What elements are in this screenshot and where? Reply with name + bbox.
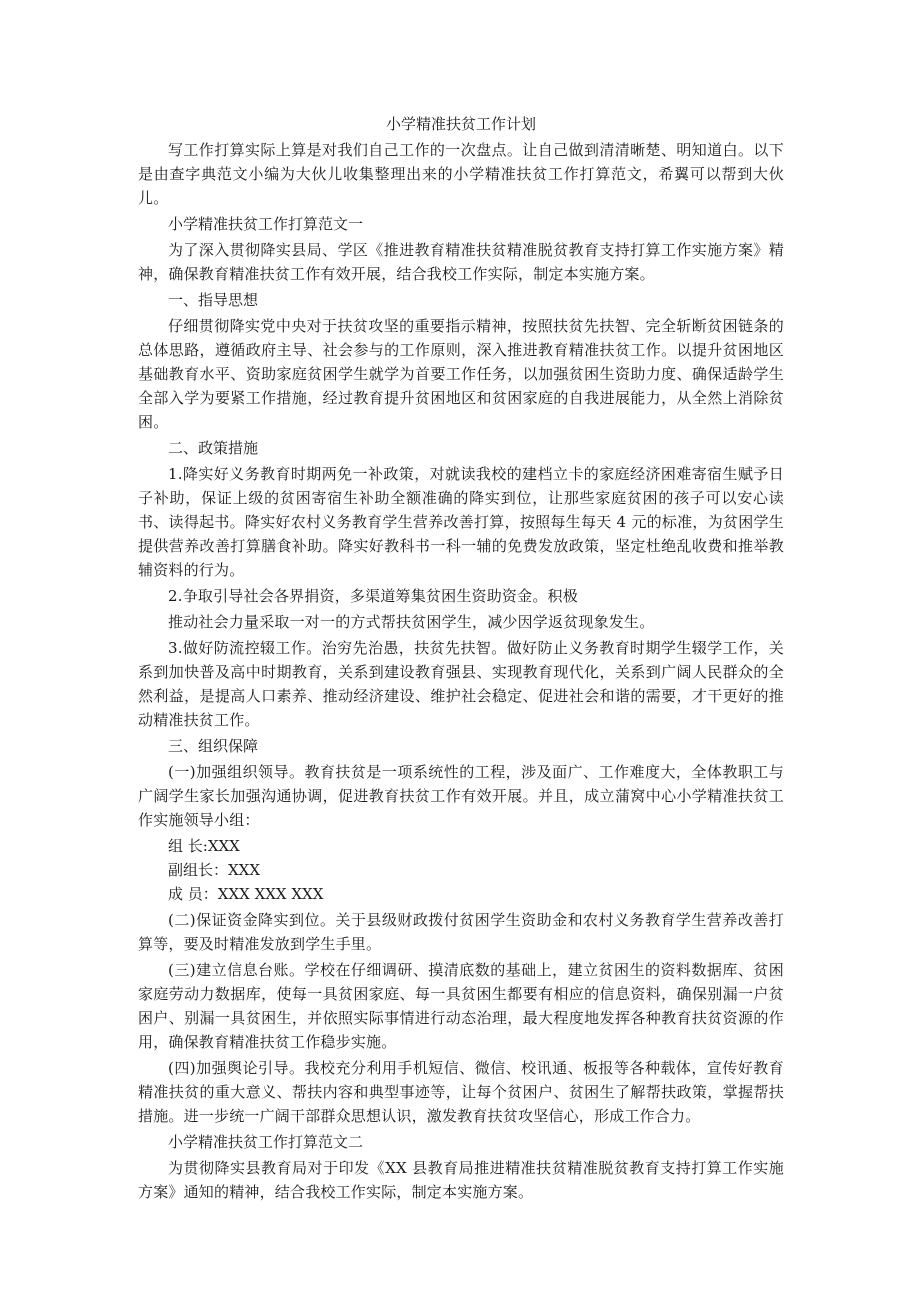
deputy-leader-line: 副组长：XXX <box>168 861 261 879</box>
heading-policy-measures: 二、政策措施 <box>168 439 259 457</box>
heading-guiding-ideology: 一、指导思想 <box>168 291 259 309</box>
paragraph-guiding-ideology: 仔细贯彻降实党中央对于扶贫攻坚的重要指示精神，按照扶贫先扶智、完全斩断贫困链条的总体思路，遵循政府主导、社会参与的工作原则，深入推进教育精准扶贫工作。以提升贫困地区基础教育水平、资助家庭贫困学生就学为首要工作任务，以加强贫困生资助力度、确保适龄学生全部入学为要紧工作措施，经过教育提升贫困地区和贫困家庭的自我进展能力，从全然上消除贫困。 <box>138 317 784 431</box>
paragraph-policy-2-cont: 推动社会力量采取一对一的方式帮扶贫困学生，减少因学返贫现象发生。 <box>168 613 655 631</box>
paragraph-policy-2: 2.争取引导社会各界捐资，多渠道筹集贫困生资助资金。积极 <box>168 587 578 605</box>
paragraph-org-2: (二)保证资金降实到位。关于县级财政拨付贫困学生资助金和农村义务教育学生营养改善打算等，要及时精准发放到学生手里。 <box>138 911 784 953</box>
heading-organization: 三、组织保障 <box>168 737 259 755</box>
paragraph-sample-two: 为贯彻降实县教育局对于印发《XX 县教育局推进精准扶贫精准脱贫教育支持打算工作实施方案》通知的精神，结合我校工作实际，制定本实施方案。 <box>138 1159 784 1201</box>
paragraph-policy-1: 1.降实好义务教育时期两免一补政策，对就读我校的建档立卡的家庭经济困难寄宿生赋予日子补助，保证上级的贫困寄宿生补助全额准确的降实到位，让那些家庭贫困的孩子可以安心读书、读得起书。降实好农村义务教育学生营养改善打算，按照每生每天 4 元的标准，为贫困学生提供营养改善打算膳食补助。降实好教科书一科一辅的免费发放政策，坚定杜绝乱收费和推举教辅资料的行为。 <box>138 465 784 579</box>
paragraph-policy-3: 3.做好防流控辍工作。治穷先治愚，扶贫先扶智。做好防止义务教育时期学生辍学工作，关系到加快普及高中时期教育，关系到建设教育强县、实现教育现代化，关系到广阔人民群众的全然利益，是提高人口素养、推动经济建设、维护社会稳定、促进社会和谐的需要，才干更好的推动精准扶贫工作。 <box>138 639 784 729</box>
members-line: 成 员：XXX XXX XXX <box>168 885 324 903</box>
paragraph-purpose: 为了深入贯彻降实县局、学区《推进教育精准扶贫精准脱贫教育支持打算工作实施方案》精神，确保教育精准扶贫工作有效开展，结合我校工作实际，制定本实施方案。 <box>138 241 784 283</box>
paragraph-org-3: (三)建立信息台账。学校在仔细调研、摸清底数的基础上，建立贫困生的资料数据库、贫困家庭劳动力数据库，使每一具贫困家庭、每一具贫困生都要有相应的信息资料，确保别漏一户贫困户、别漏一具贫困生，并依照实际事情进行动态治理，最大程度地发挥各种教育扶贫资源的作用，确保教育精准扶贫工作稳步实施。 <box>138 961 784 1051</box>
intro-paragraph: 写工作打算实际上算是对我们自己工作的一次盘点。让自己做到清清晰楚、明知道白。以下是由查字典范文小编为大伙儿收集整理出来的小学精准扶贫工作打算范文，希翼可以帮到大伙儿。 <box>138 141 784 207</box>
section-heading-sample-two: 小学精准扶贫工作打算范文二 <box>168 1133 364 1151</box>
paragraph-org-1: (一)加强组织领导。教育扶贫是一项系统性的工程，涉及面广、工作难度大，全体教职工与广阔学生家长加强沟通协调，促进教育扶贫工作有效开展。并且，成立蒲窝中心小学精准扶贫工作实施领导小组： <box>138 763 784 829</box>
paragraph-org-4: (四)加强舆论引导。我校充分利用手机短信、微信、校讯通、板报等各种载体，宣传好教育精准扶贫的重大意义、帮扶内容和典型事迹等，让每个贫困户、贫困生了解帮扶政策，掌握帮扶措施。进一步统一广阔干部群众思想认识，激发教育扶贫攻坚信心，形成工作合力。 <box>138 1059 784 1125</box>
document-body <box>138 112 784 1204</box>
section-heading-sample-one: 小学精准扶贫工作打算范文一 <box>168 215 364 233</box>
leader-line: 组 长:XXX <box>168 837 240 855</box>
document-title: 小学精准扶贫工作计划 <box>385 115 536 133</box>
